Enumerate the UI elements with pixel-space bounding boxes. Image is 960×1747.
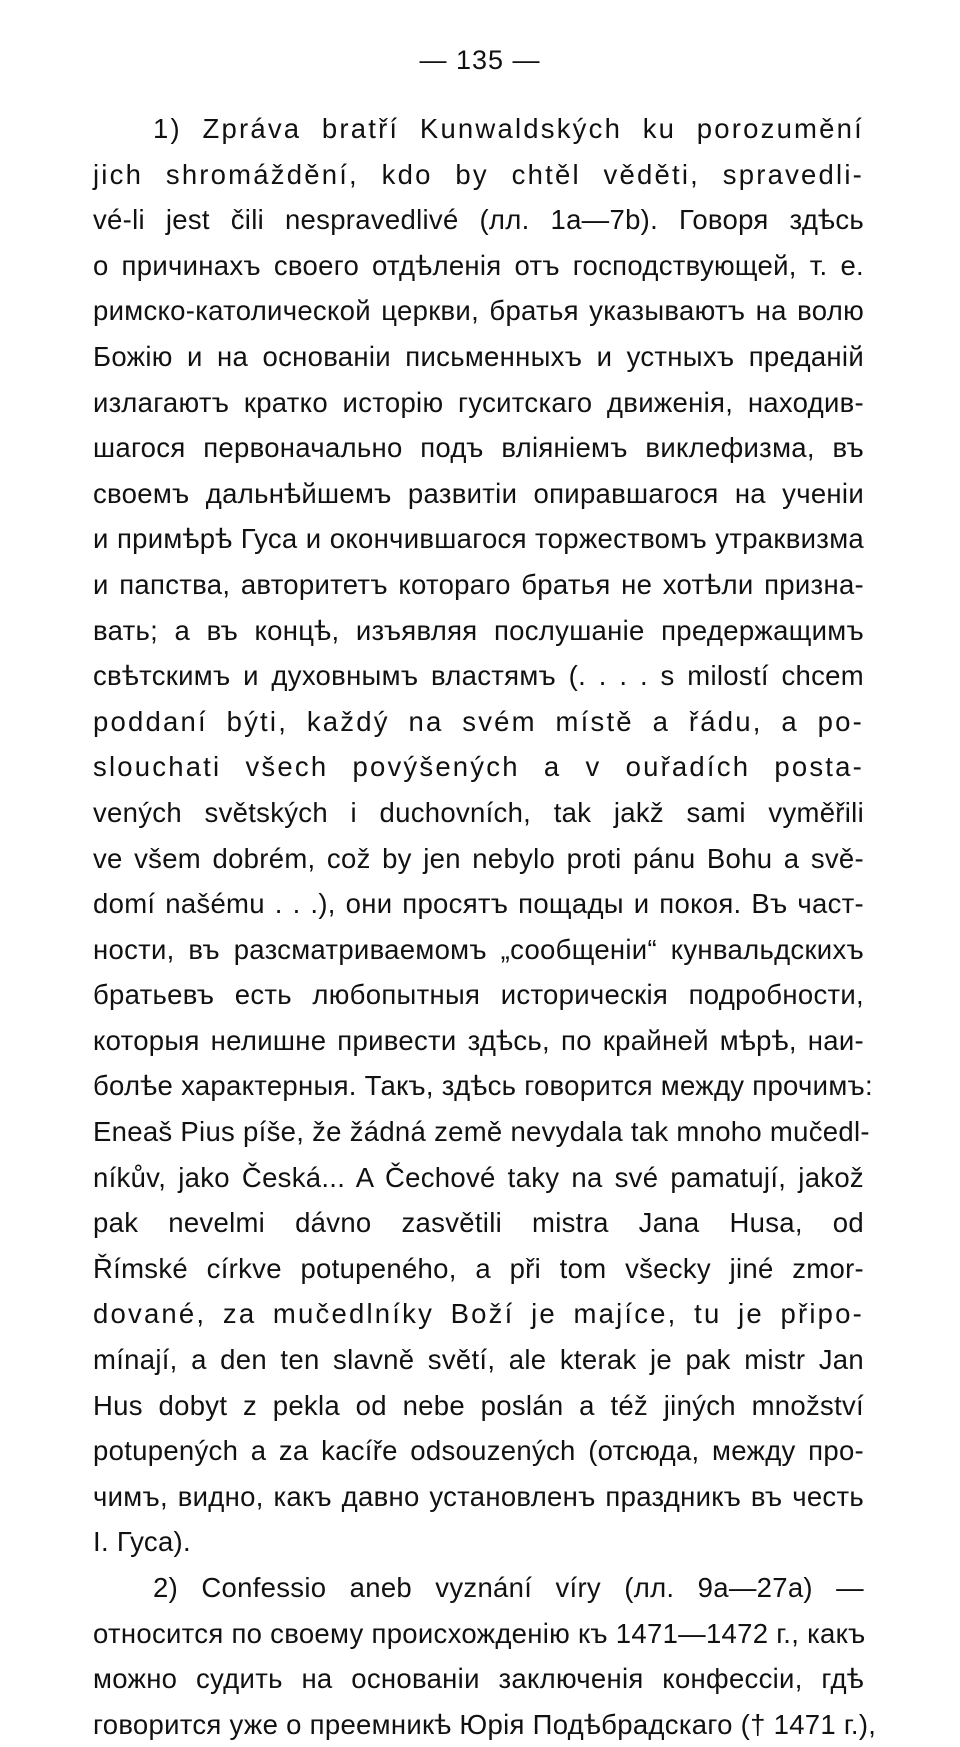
text-line: относится по своему происхожденію къ 1471—1472 г., какъ [93,1617,866,1649]
text-line: и примѣрѣ Гуса и окончившагося торжествомъ утраквизма [93,523,864,555]
text-line: можно судить на основаніи заключенія конфессіи, гдѣ [93,1663,864,1695]
text-line: 2) Confessio aneb vyznání víry (лл. 9a—27a) — [153,1572,864,1603]
text-line: vených světských i duchovních, tak jakž sami vyměřili [93,796,864,828]
text-line: Eneaš Pius píše, že žádná země nevydala tak mnoho mučedl- [93,1116,870,1148]
text-line: domí našému . . .), они просятъ пощады и покоя. Въ част- [93,888,864,920]
text-line: болѣе характерныя. Такъ, здѣсь говорится между прочимъ: [93,1070,873,1102]
text-line: чимъ, видно, какъ давно установленъ праздникъ въ честь [93,1480,864,1512]
text-line: vé-li jest čili nespravedlivé (лл. 1a—7b). Говоря здѣсь [93,204,864,236]
text-line: jich shromáždění, kdo by chtěl věděti, spravedli- [93,158,864,190]
text-line: вать; а въ концѣ, изъявляя послушаніе предержащимъ [93,614,864,646]
text-line: своемъ дальнѣйшемъ развитіи опиравшагося на ученіи [93,477,864,509]
text-line: poddaní býti, každý na svém místě a řádu, a po- [93,705,864,737]
text-line: братьевъ есть любопытныя историческія подробности, [93,979,864,1011]
text-line: Божію и на основаніи письменныхъ и устныхъ преданій [93,340,864,372]
text-line: mínají, a den ten slavně světí, ale kterak je pak mistr Jan [93,1344,864,1376]
text-line: излагаютъ кратко исторію гуситскаго движенія, находив- [93,386,864,418]
text-line: шагося первоначально подъ вліяніемъ виклефизма, въ [93,432,864,464]
text-line: I. Гуса). [93,1526,191,1558]
body-text [93,106,877,1747]
text-line: níkův, jako Česká... A Čechové taky na své pamatují, jakož [93,1161,864,1193]
text-line: свѣтскимъ и духовнымъ властямъ (. . . . s milostí chcem [93,660,864,692]
text-line: которыя нелишне привести здѣсь, по крайней мѣрѣ, наи- [93,1024,864,1056]
text-line: slouchati všech povýšených a v ouřadích posta- [93,751,864,783]
page-number: — 135 — [419,45,541,75]
text-line: говорится уже о преемникѣ Юрія Подѣбрадскаго († 1471 г.), [93,1708,877,1740]
text-line: potupených a za kacíře odsouzených (отсюда, между про- [93,1435,864,1467]
text-line: ности, въ разсматриваемомъ „сообщеніи“ кунвальдскихъ [93,933,864,965]
text-line: о причинахъ своего отдѣленія отъ господствующей, т. е. [93,249,864,281]
text-line: 1) Zpráva bratří Kunwaldských ku porozumění [153,113,864,144]
text-line: Hus dobyt z pekla od nebe poslán a též jiných množství [93,1389,864,1421]
text-line: римско-католической церкви, братья указываютъ на волю [93,295,864,327]
text-line: pak nevelmi dávno zasvětili mistra Jana Husa, od [93,1207,864,1239]
text-line: Římské církve potupeného, a při tom všecky jiné zmor- [93,1252,864,1284]
text-line: dované, za mučedlníky Boží je majíce, tu je připo- [93,1298,864,1330]
text-line: и папства, авторитетъ котораго братья не хотѣли призна- [93,568,864,600]
text-line: ve všem dobrém, což by jen nebylo proti pánu Bohu a svě- [93,842,864,874]
